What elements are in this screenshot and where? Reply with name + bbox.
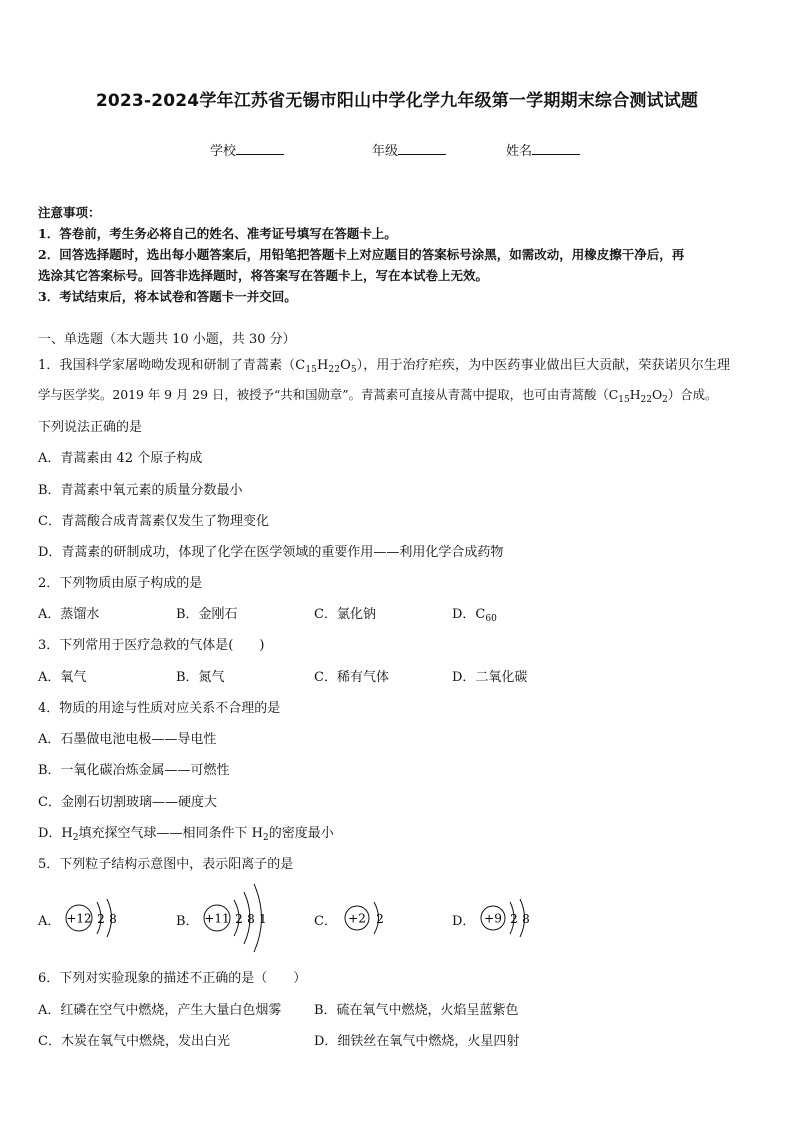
subscript: 2 [662, 395, 668, 405]
shell-electrons: 2 [97, 912, 105, 926]
notice-item: 2．回答选择题时，选出每小题答案后，用铅笔把答题卡上对应题目的答案标号涂黑，如需改动，用橡皮擦干净后，再 [38, 247, 685, 262]
school-blank[interactable] [236, 142, 284, 155]
shell-electrons: 8 [522, 912, 530, 926]
q5-option-c-diagram[interactable] [336, 886, 396, 950]
q6-option-c[interactable]: C．木炭在氧气中燃烧，发出白光 [38, 1034, 230, 1049]
q5-option-b-diagram[interactable] [198, 878, 288, 958]
grade-blank[interactable] [398, 142, 446, 155]
name-label: 姓名 [506, 144, 533, 159]
q3-option-c[interactable]: C．稀有气体 [314, 670, 389, 685]
subscript: 5 [350, 365, 357, 375]
q4-d-text: D．H [38, 826, 73, 841]
q5-option-b-label[interactable]: B． [176, 914, 199, 929]
q1-text: ）合成。 [667, 387, 718, 402]
q5-option-a-label[interactable]: A． [38, 914, 61, 929]
q6-option-a[interactable]: A．红磷在空气中燃烧，产生大量白色烟雾 [38, 1003, 282, 1018]
q1-text: H [629, 387, 641, 402]
name-blank[interactable] [532, 142, 580, 155]
school-field[interactable] [210, 140, 284, 159]
notice-item: 3．考试结束后，将本试卷和答题卡一并交回。 [38, 289, 297, 304]
shell-electrons: 2 [376, 912, 384, 926]
q4-option-b[interactable]: B．一氧化碳冶炼金属——可燃性 [38, 763, 230, 778]
q6-option-b[interactable]: B．硫在氧气中燃烧，火焰呈蓝紫色 [314, 1003, 519, 1018]
q1-option-b[interactable]: B．青蒿素中氧元素的质量分数最小 [38, 483, 243, 498]
section-heading: 一、单选题（本大题共 10 小题，共 30 分） [38, 332, 296, 347]
notice-item: 选涂其它答案标号。回答非选择题时，将答案写在答题卡上，写在本试卷上无效。 [38, 268, 489, 283]
q1-stem-line-2 [38, 385, 717, 405]
page-title: 2023-2024学年江苏省无锡市阳山中学化学九年级第一学期期末综合测试试题 [95, 91, 699, 111]
q2-option-d[interactable] [452, 603, 497, 624]
q1-stem-line-1 [38, 354, 730, 375]
shell-electrons: 8 [109, 912, 117, 926]
subscript: 2 [72, 833, 79, 843]
q2-option-b[interactable]: B．金刚石 [176, 607, 238, 622]
q3-option-b[interactable]: B．氮气 [176, 670, 225, 685]
q1-text: H [316, 358, 329, 373]
q4-option-d[interactable] [38, 822, 334, 843]
q1-option-d[interactable]: D．青蒿素的研制成功，体现了化学在医学领域的重要作用——利用化学合成药物 [38, 545, 504, 560]
student-info-row [0, 140, 794, 160]
q1-text: O [340, 358, 351, 373]
nucleus-charge: +9 [484, 911, 502, 926]
q3-option-d[interactable]: D．二氧化碳 [452, 670, 528, 685]
notice-item: 1．答卷前，考生务必将自己的姓名、准考证号填写在答题卡上。 [38, 226, 397, 241]
q4-stem: 4．物质的用途与性质对应关系不合理的是 [38, 701, 281, 716]
q5-option-d-label[interactable]: D． [452, 914, 476, 929]
q3-option-a[interactable]: A．氧气 [38, 670, 87, 685]
q5-option-d-diagram[interactable] [474, 886, 554, 950]
subscript: 2 [262, 833, 269, 843]
q1-text: O [651, 387, 663, 402]
notice-block [38, 202, 758, 307]
subscript: 15 [618, 395, 630, 405]
q6-option-d[interactable]: D．细铁丝在氧气中燃烧，火星四射 [314, 1034, 520, 1049]
nucleus-charge: +11 [204, 911, 230, 926]
q5-option-a-diagram[interactable] [60, 886, 140, 950]
q4-option-a[interactable]: A．石墨做电池电极——导电性 [38, 732, 217, 747]
q5-option-c-label[interactable]: C． [314, 914, 337, 929]
q1-text: ），用于治疗疟疾，为中医药事业做出巨大贡献，荣获诺贝尔生理 [356, 358, 731, 373]
shell-electrons: 2 [510, 912, 518, 926]
q4-d-text: 的密度最小 [268, 826, 334, 841]
q4-option-c[interactable]: C．金刚石切割玻璃——硬度大 [38, 795, 217, 810]
q1-text: 学与医学奖。2019 年 9 月 29 日，被授予“共和国勋章”。青蒿素可直接从青蒿中提取，也可由青蒿酸（C [38, 387, 619, 402]
notice-heading: 注意事项： [38, 205, 101, 220]
shell-electrons: 1 [259, 912, 267, 926]
nucleus-charge: +2 [348, 911, 366, 926]
q1-stem-line-3: 下列说法正确的是 [38, 420, 143, 435]
q5-stem: 5．下列粒子结构示意图中，表示阳离子的是 [38, 857, 294, 872]
q1-option-c[interactable]: C．青蒿酸合成青蒿素仅发生了物理变化 [38, 514, 269, 529]
shell-electrons: 8 [247, 912, 255, 926]
q6-stem: 6．下列对实验现象的描述不正确的是（ ） [38, 971, 307, 986]
name-field[interactable] [506, 140, 580, 159]
q4-d-text: 填充探空气球——相同条件下 H [78, 826, 263, 841]
q1-option-a[interactable]: A．青蒿素由 42 个原子构成 [38, 451, 203, 466]
subscript: 22 [328, 365, 341, 375]
grade-label: 年级 [372, 144, 399, 159]
subscript: 15 [305, 365, 317, 375]
q1-text: 1．我国科学家屠呦呦发现和研制了青蒿素（C [38, 358, 306, 373]
q3-stem: 3．下列常用于医疗急救的气体是( ) [38, 638, 265, 653]
school-label: 学校 [210, 144, 237, 159]
subscript: 60 [485, 614, 497, 624]
q2-option-a[interactable]: A．蒸馏水 [38, 607, 100, 622]
shell-electrons: 2 [235, 912, 243, 926]
q2-option-d-text: D．C [452, 607, 486, 622]
grade-field[interactable] [372, 140, 446, 159]
q2-stem: 2．下列物质由原子构成的是 [38, 576, 203, 591]
subscript: 22 [640, 395, 652, 405]
nucleus-charge: +12 [66, 911, 92, 926]
q2-option-c[interactable]: C．氯化钠 [314, 607, 376, 622]
